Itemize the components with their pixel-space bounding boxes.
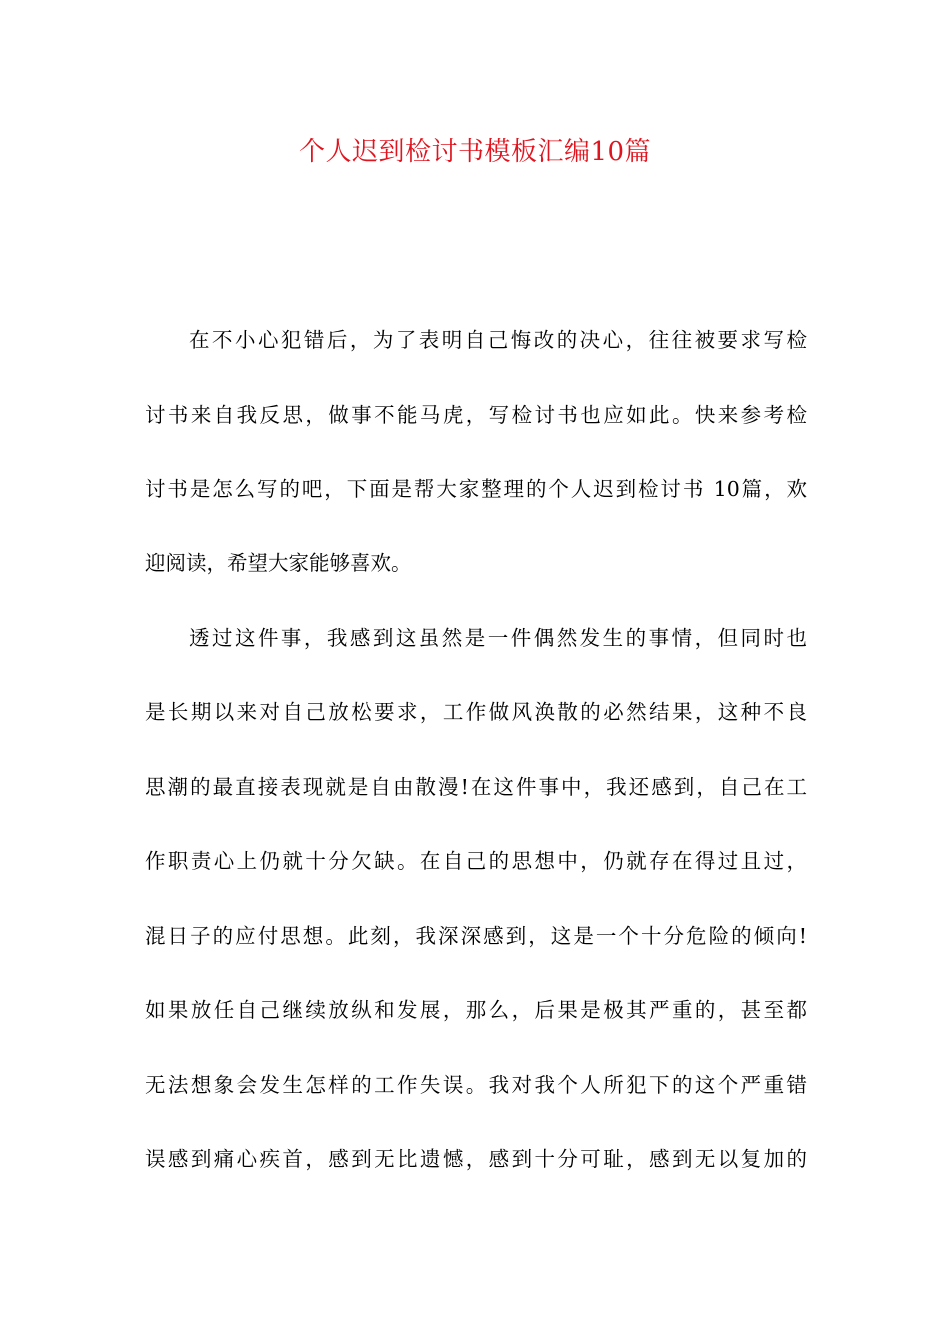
paragraph-line: 如果放任自己继续放纵和发展，那么，后果是极其严重的，甚至都: [145, 998, 807, 1022]
paragraph-line: 误感到痛心疾首，感到无比遗憾，感到十分可耻，感到无以复加的: [145, 1147, 807, 1171]
paragraph-line: 混日子的应付思想。此刻，我深深感到，这是一个十分危险的倾向!: [145, 924, 807, 948]
paragraph-line: 思潮的最直接表现就是自由散漫!在这件事中，我还感到，自己在工: [145, 775, 807, 799]
document-title: 个人迟到检讨书模板汇编10篇: [298, 137, 652, 167]
paragraph-line: 在不小心犯错后，为了表明自己悔改的决心，往往被要求写检: [189, 328, 807, 352]
paragraph-line: 透过这件事，我感到这虽然是一件偶然发生的事情，但同时也: [189, 626, 807, 650]
paragraph-line: 迎阅读，希望大家能够喜欢。: [145, 551, 412, 575]
paragraph-line: 讨书是怎么写的吧，下面是帮大家整理的个人迟到检讨书 10篇，欢: [145, 477, 807, 501]
paragraph-line: 作职责心上仍就十分欠缺。在自己的思想中，仍就存在得过且过，: [145, 849, 807, 873]
paragraph-line: 讨书来自我反思，做事不能马虎，写检讨书也应如此。快来参考检: [145, 403, 807, 427]
paragraph-line: 是长期以来对自己放松要求，工作做风涣散的必然结果，这种不良: [145, 700, 807, 724]
paragraph-line: 无法想象会发生怎样的工作失误。我对我个人所犯下的这个严重错: [145, 1073, 807, 1097]
